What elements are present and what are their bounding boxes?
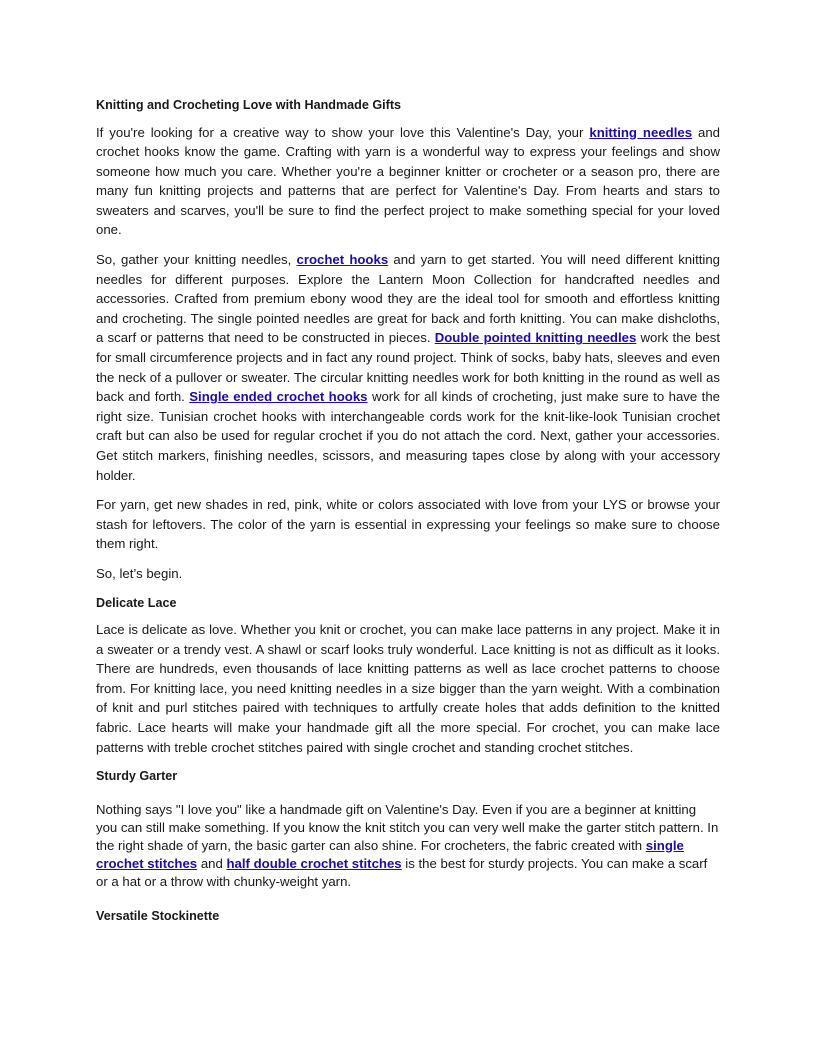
lace-paragraph: Lace is delicate as love. Whether you knit or crochet, you can make lace patterns in any project. Make it in a sweater or a trendy vest. A shawl or scarf looks truly wonderful. Lace knitting is not as difficult as it looks. There are hundreds, even thousands of lace knitting patterns as well as lace crochet patterns to choose from. For knitting lace, you need knitting needles in a size bigger than the yarn weight. With a combination of knit and purl stitches paired with techniques to artfully create holes that adds definition to the knitted fabric. Lace hearts will make your handmade gift all the more special. For crochet, you can make lace patterns with treble crochet stitches paired with single crochet and standing crochet stitches.: [96, 622, 720, 755]
single-crochet-stitches-link[interactable]: single crochet stitches: [96, 837, 684, 871]
knitting-needles-link[interactable]: knitting needles: [589, 124, 693, 140]
garter-heading: Sturdy Garter: [96, 769, 178, 784]
garter-paragraph: Nothing says "I love you" like a handmade gift on Valentine's Day. Even if you are a beginner at knitting you can still make something. If you know the knit stitch you can very well make the garter stitch pattern. In the right shade of yarn, the basic garter can also shine. For crocheters, the fabric created with single crochet stitches and half double crochet stitches is the best for sturdy projects. You can make a scarf or a hat or a throw with chunky-weight yarn.: [96, 801, 719, 889]
half-double-crochet-link[interactable]: half double crochet stitches: [226, 855, 402, 871]
intro-paragraph: If you're looking for a creative way to show your love this Valentine's Day, your knitting needles and crochet hooks know the game. Crafting with yarn is a wonderful way to express your feelings and show someone how much you care. Whether you're a beginner knitter or crocheter or a season pro, there are many fun knitting projects and patterns that are perfect for Valentine's Day. From hearts and stars to sweaters and scarves, you'll be sure to find the perfect project to make something special for your loved one.: [96, 124, 721, 238]
article-title: Knitting and Crocheting Love with Handmade Gifts: [96, 98, 402, 112]
crochet-hooks-link[interactable]: crochet hooks: [296, 252, 389, 268]
supplies-paragraph: So, gather your knitting needles, crochet hooks and yarn to get started. You will need different knitting needles for different purposes. Explore the Lantern Moon Collection for handcrafted needles and accessories. Crafted from premium ebony wood they are the ideal tool for smooth and effortless knitting and crocheting. The single pointed needles are great for back and forth knitting. You can make dishcloths, a scarf or patterns that need to be constructed in pieces. Double pointed knitting needles work the best for small circumference projects and in fact any round project. Think of socks, baby hats, sleeves and even the neck of a pullover or sweater. The circular knitting needles work for both knitting in the round as well as back and forth. Single ended crochet hooks work for all kinds of crocheting, just make sure to have the right size. Tunisian crochet hooks with interchangeable cords work for the knit-like-look Tunisian crochet craft but can also be used for regular crochet if you do not attach the cord. Next, gather your accessories. Get stitch markers, finishing needles, scissors, and measuring tapes close by along with your accessory holder.: [96, 252, 721, 483]
lace-heading: Delicate Lace: [96, 595, 177, 610]
begin-paragraph: So, let’s begin.: [96, 565, 183, 581]
double-pointed-needles-link[interactable]: Double pointed knitting needles: [434, 330, 637, 346]
yarn-paragraph: For yarn, get new shades in red, pink, white or colors associated with love from your LYS or browse your stash for leftovers. The color of the yarn is essential in expressing your feelings so make sure to choose them right.: [96, 497, 720, 552]
single-ended-hooks-link[interactable]: Single ended crochet hooks: [189, 389, 368, 405]
stockinette-heading: Versatile Stockinette: [96, 908, 220, 923]
document-page: [96, 96, 720, 933]
